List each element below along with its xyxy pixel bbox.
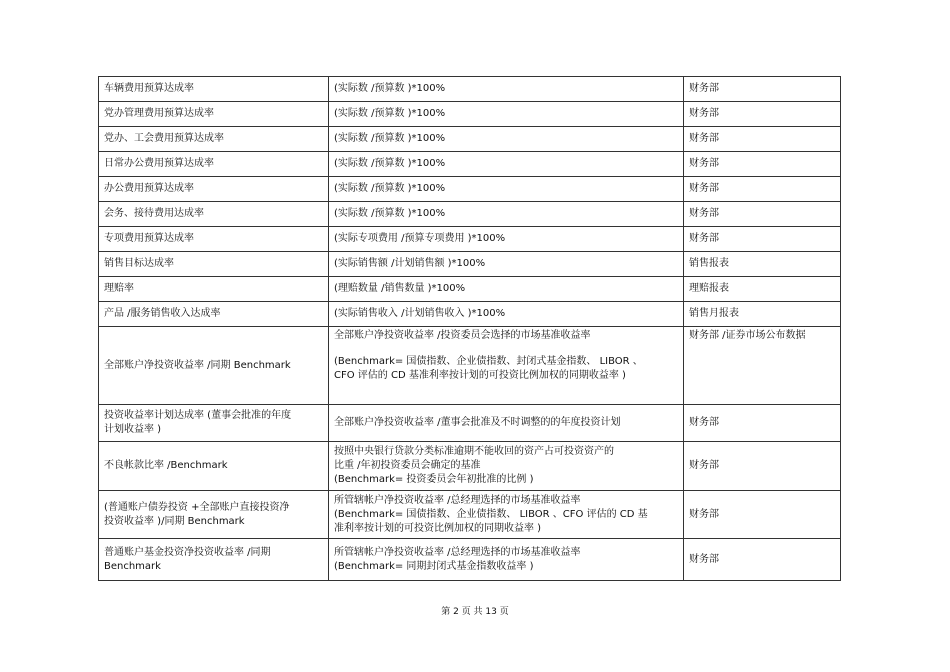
formula-cell-line: CFO 评估的 CD 基准利率按计划的可投资比例加权的同期收益率 ) [334, 370, 626, 381]
metric-cell-line: 不良帐款比率 /Benchmark [104, 460, 228, 471]
table-row [99, 152, 841, 177]
metric-cell-line: 全部账户净投资收益率 /同期 Benchmark [104, 359, 291, 371]
formula-cell [329, 442, 684, 491]
formula-cell-line: (实际数 /预算数 )*100% [334, 158, 446, 169]
source-cell-line: 财务部 /证券市场公布数据 [689, 330, 806, 341]
formula-cell-line: (Benchmark= 国债指数、企业债指数、 LIBOR 、CFO 评估的 CD 基 [334, 508, 648, 520]
formula-cell-line: (实际销售额 /计划销售额 )*100% [334, 258, 486, 269]
metric-cell [99, 539, 329, 581]
formula-cell [329, 327, 684, 405]
formula-cell [329, 127, 684, 152]
table-row [99, 302, 841, 327]
source-cell [684, 102, 841, 127]
formula-cell [329, 405, 684, 442]
source-cell [684, 277, 841, 302]
table-row [99, 177, 841, 202]
source-cell-line: 销售月报表 [689, 308, 739, 319]
source-cell [684, 442, 841, 491]
source-cell-line: 财务部 [689, 158, 719, 169]
metric-cell [99, 491, 329, 539]
formula-cell-line: (Benchmark= 投资委员会年初批准的比例 ) [334, 474, 534, 485]
formula-cell [329, 152, 684, 177]
formula-cell [329, 177, 684, 202]
source-cell [684, 302, 841, 327]
metric-cell-line: 日常办公费用预算达成率 [104, 158, 214, 169]
formula-cell [329, 77, 684, 102]
formula-cell [329, 202, 684, 227]
metric-cell-line: 计划收益率 ) [104, 424, 162, 435]
metric-cell [99, 102, 329, 127]
source-cell-line: 销售报表 [689, 258, 729, 269]
table-row [99, 102, 841, 127]
formula-cell [329, 252, 684, 277]
metric-cell [99, 252, 329, 277]
metric-cell [99, 302, 329, 327]
formula-cell-line: (实际数 /预算数 )*100% [334, 208, 446, 219]
metric-cell-line: 办公费用预算达成率 [104, 183, 194, 194]
source-cell [684, 152, 841, 177]
formula-cell-line: 比重 /年初投资委员会确定的基准 [334, 460, 481, 471]
table-row [99, 405, 841, 442]
metric-cell [99, 405, 329, 442]
formula-cell [329, 491, 684, 539]
metric-cell [99, 152, 329, 177]
formula-cell-line: (实际数 /预算数 )*100% [334, 183, 446, 194]
metric-cell-line: 产品 /服务销售收入达成率 [104, 308, 221, 319]
metric-cell-line: 党办、工会费用预算达成率 [104, 133, 224, 144]
source-cell [684, 177, 841, 202]
source-cell-line: 财务部 [689, 508, 719, 520]
table-row [99, 252, 841, 277]
source-cell [684, 491, 841, 539]
table-row [99, 202, 841, 227]
formula-cell-line: 准利率按计划的可投资比例加权的同期收益率 ) [334, 522, 542, 534]
metric-cell [99, 77, 329, 102]
source-cell-line: 财务部 [689, 108, 719, 119]
source-cell [684, 127, 841, 152]
metric-cell [99, 227, 329, 252]
table-row [99, 77, 841, 102]
formula-cell-line: 按照中央银行贷款分类标准逾期不能收回的资产占可投资资产的 [334, 446, 614, 457]
formula-cell-line: (实际数 /预算数 )*100% [334, 133, 446, 144]
metric-cell-line: 投资收益率 )/同期 Benchmark [104, 515, 245, 527]
formula-cell-line: 全部账户净投资收益率 /投资委员会选择的市场基准收益率 [334, 330, 591, 341]
formula-cell-line: (实际专项费用 /预算专项费用 )*100% [334, 233, 506, 244]
page-footer: 第 2 页 共 13 页 [441, 607, 509, 617]
source-cell [684, 539, 841, 581]
source-cell [684, 227, 841, 252]
metric-cell-line: 专项费用预算达成率 [104, 233, 194, 244]
metric-cell-line: 党办管理费用预算达成率 [104, 108, 214, 119]
formula-cell-line: 所管辖帐户净投资收益率 /总经理选择的市场基准收益率 [334, 546, 581, 558]
formula-cell-line: 所管辖帐户净投资收益率 /总经理选择的市场基准收益率 [334, 494, 581, 506]
metric-cell-line: 普通账户基金投资净投资收益率 /同期 [104, 546, 271, 558]
metric-cell [99, 277, 329, 302]
table-row [99, 327, 841, 405]
metric-cell-line: 销售目标达成率 [104, 258, 174, 269]
metric-cell-line: 会务、接待费用达成率 [104, 208, 204, 219]
source-cell [684, 327, 841, 405]
metric-cell-line: 理赔率 [104, 283, 134, 294]
formula-cell-line: (Benchmark= 同期封闭式基金指数收益率 ) [334, 560, 534, 572]
table-row [99, 127, 841, 152]
formula-cell-line: (Benchmark= 国债指数、企业债指数、封闭式基金指数、 LIBOR 、 [334, 356, 643, 367]
source-cell-line: 理赔报表 [689, 283, 729, 294]
table-row [99, 491, 841, 539]
formula-cell-line: (实际销售收入 /计划销售收入 )*100% [334, 308, 506, 319]
table-row [99, 442, 841, 491]
metric-cell [99, 177, 329, 202]
table-row [99, 277, 841, 302]
formula-cell-line: (实际数 /预算数 )*100% [334, 108, 446, 119]
formula-cell [329, 302, 684, 327]
source-cell-line: 财务部 [689, 233, 719, 244]
source-cell-line: 财务部 [689, 183, 719, 194]
source-cell-line: 财务部 [689, 417, 719, 428]
source-cell [684, 252, 841, 277]
source-cell-line: 财务部 [689, 133, 719, 144]
metric-cell [99, 442, 329, 491]
formula-cell-line: (理赔数量 /销售数量 )*100% [334, 283, 466, 294]
kpi-table [98, 76, 841, 581]
metric-cell [99, 202, 329, 227]
source-cell [684, 202, 841, 227]
table-row [99, 227, 841, 252]
source-cell-line: 财务部 [689, 460, 719, 471]
formula-cell [329, 102, 684, 127]
source-cell-line: 财务部 [689, 553, 719, 565]
formula-cell [329, 539, 684, 581]
metric-cell [99, 327, 329, 405]
source-cell [684, 405, 841, 442]
formula-cell-line: 全部账户净投资收益率 /董事会批准及不时调整的的年度投资计划 [334, 417, 621, 428]
metric-cell [99, 127, 329, 152]
metric-cell-line: 投资收益率计划达成率 (董事会批准的年度 [104, 410, 292, 421]
source-cell-line: 财务部 [689, 83, 719, 94]
source-cell-line: 财务部 [689, 208, 719, 219]
formula-cell [329, 227, 684, 252]
metric-cell-line: Benchmark [104, 560, 161, 572]
formula-cell [329, 277, 684, 302]
formula-cell-line: (实际数 /预算数 )*100% [334, 83, 446, 94]
metric-cell-line: (普通账户债券投资 +全部账户直接投资净 [104, 501, 290, 513]
source-cell [684, 77, 841, 102]
table-row [99, 539, 841, 581]
metric-cell-line: 车辆费用预算达成率 [104, 83, 194, 94]
